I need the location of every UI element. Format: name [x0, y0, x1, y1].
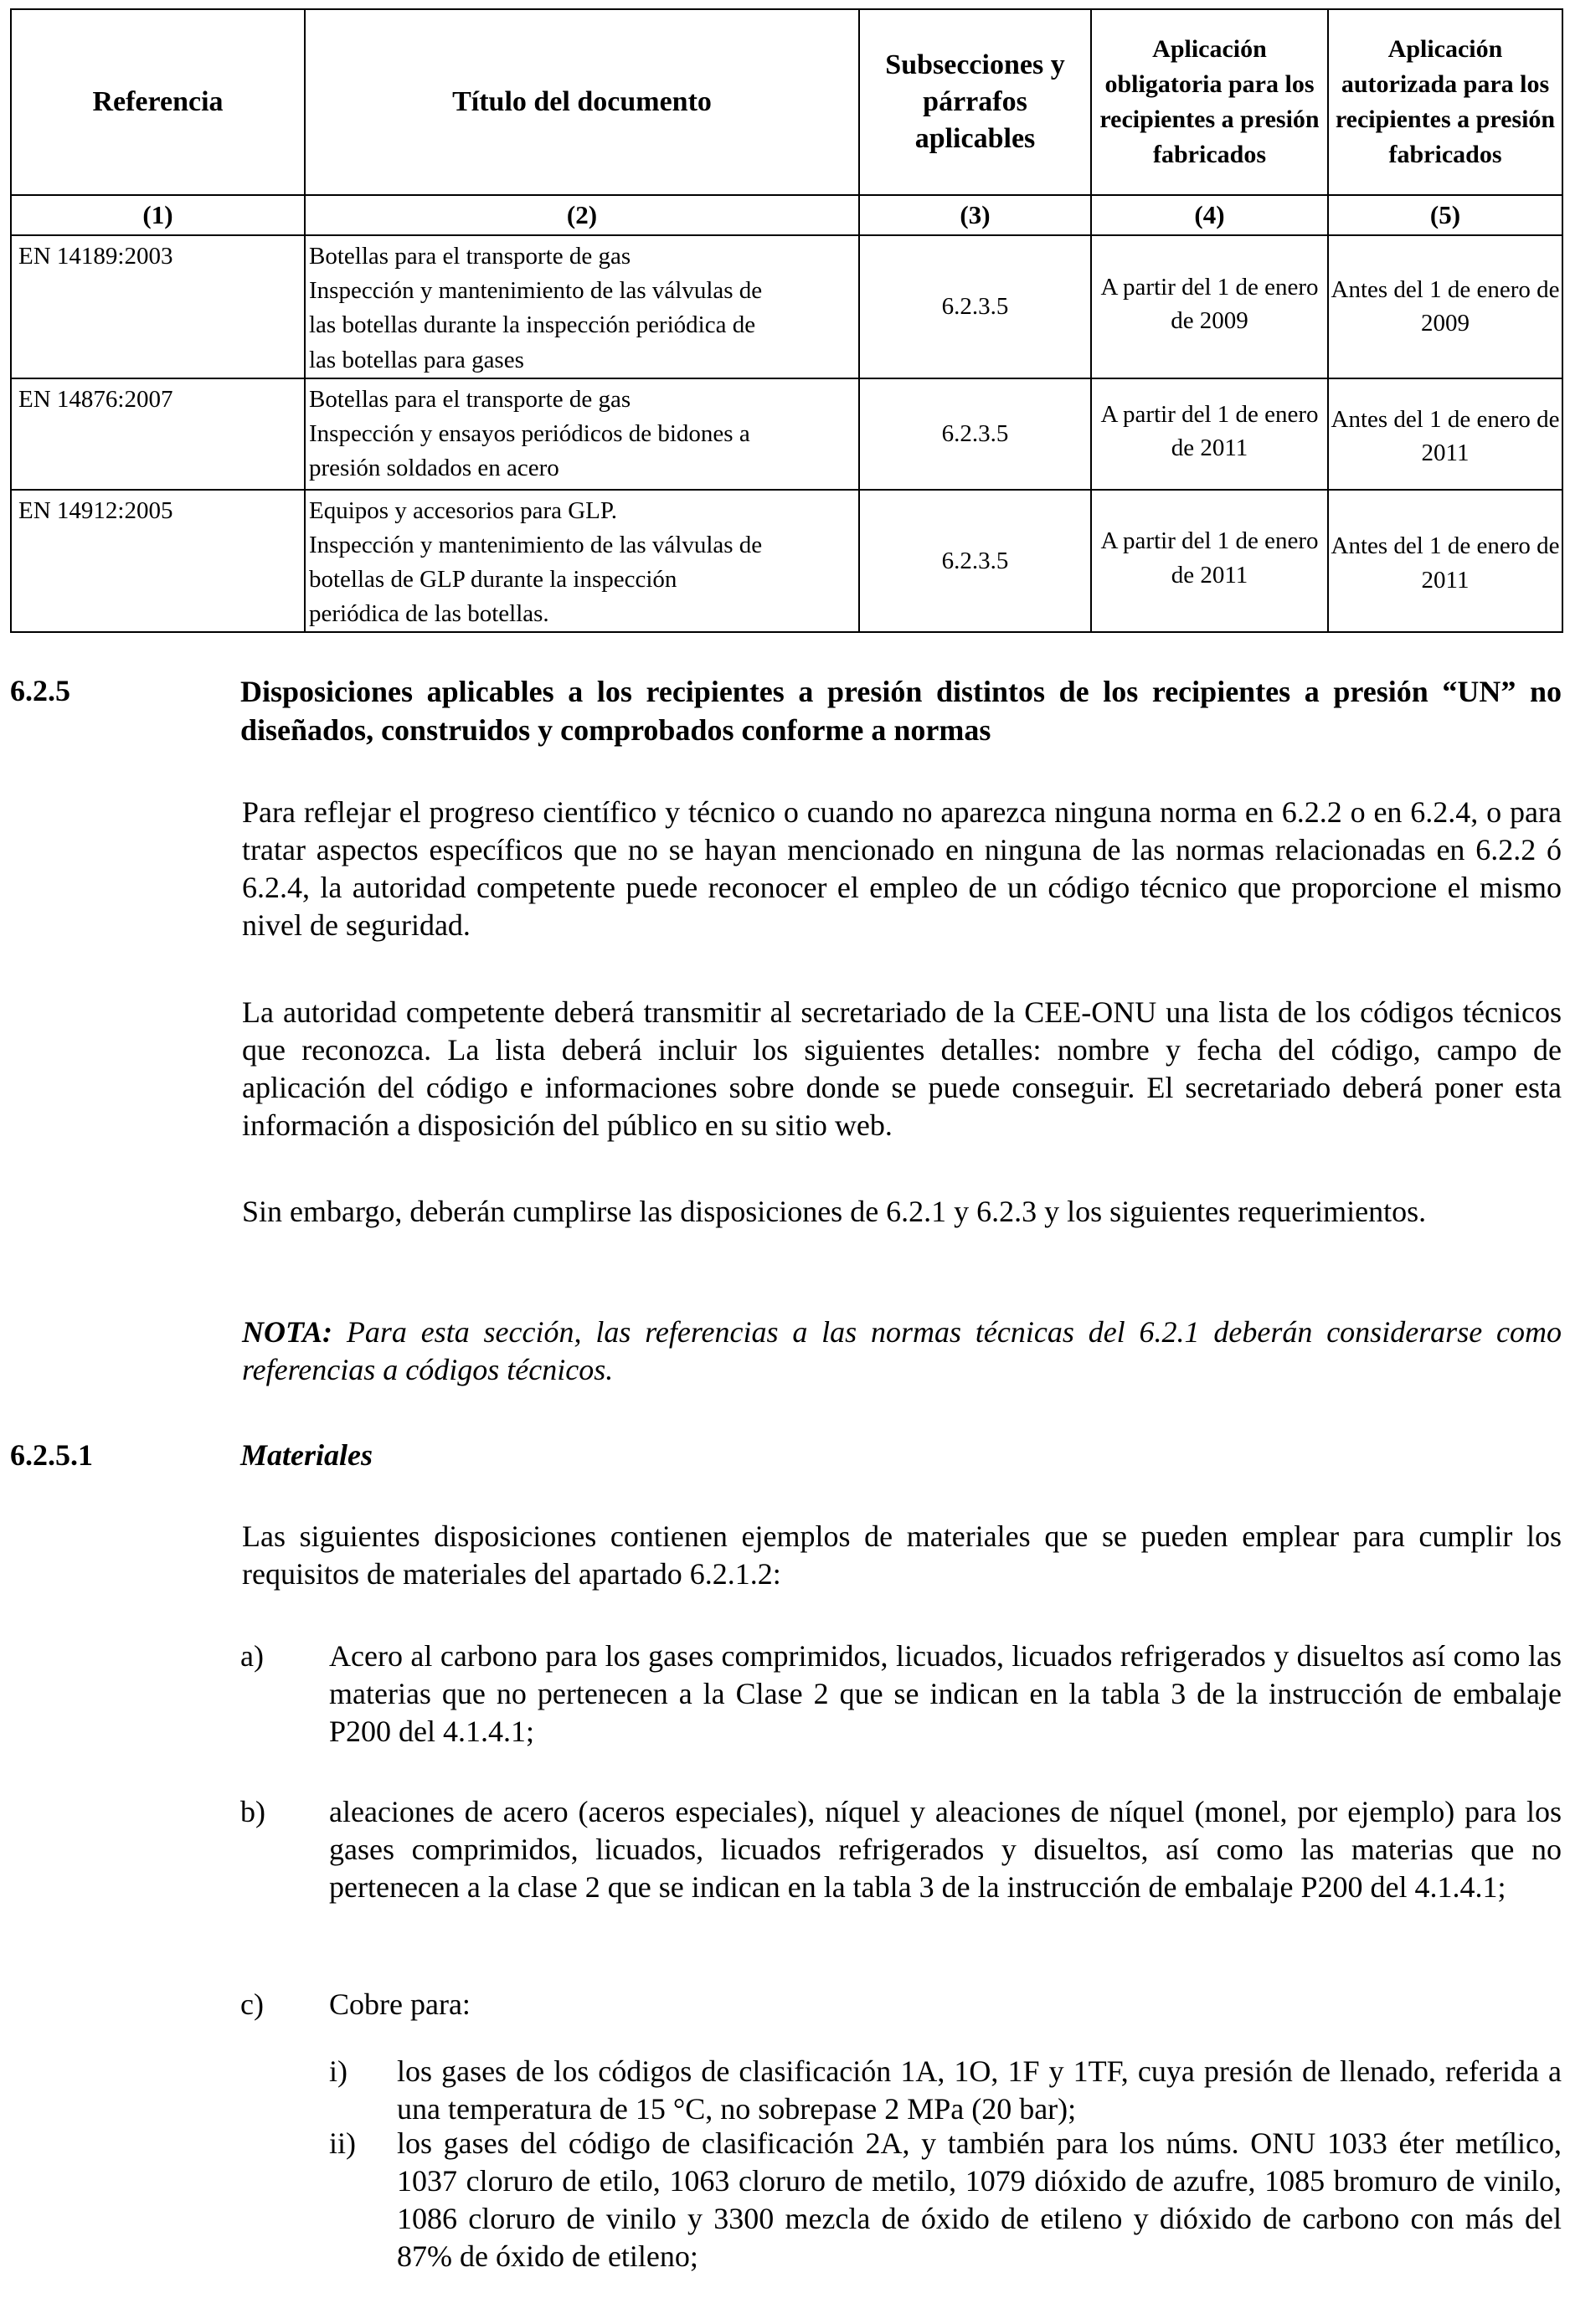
- cell-title: [305, 490, 859, 633]
- title-line: Botellas para el transporte de gas: [309, 243, 631, 270]
- title-line: Inspección y ensayos periódicos de bidones a: [309, 419, 750, 447]
- header-authorized: Aplicación autorizada para los recipientes a presión fabricados: [1328, 9, 1562, 195]
- subsection-title: Materiales: [240, 1438, 373, 1472]
- title-line: las botellas para gases: [309, 346, 524, 373]
- section-number: 6.2.5: [10, 674, 70, 707]
- header-mandatory: Aplicación obligatoria para los recipientes a presión fabricados: [1091, 9, 1328, 195]
- list-item-text: Cobre para:: [329, 1987, 471, 2021]
- title-line: periódica de las botellas.: [309, 600, 549, 628]
- cell-subsections: 6.2.3.5: [859, 490, 1091, 633]
- cell-mandatory: A partir del 1 de enero de 2011: [1091, 378, 1328, 490]
- title-line: Equipos y accesorios para GLP.: [309, 496, 618, 524]
- header-title: Título del documento: [305, 9, 859, 195]
- column-number: (1): [11, 195, 305, 235]
- subsection-number: 6.2.5.1: [10, 1438, 93, 1472]
- sub-list-item-letter: i): [329, 2054, 347, 2088]
- subsection-intro: Las siguientes disposiciones contienen ejemplos de materiales que se pueden emplear para cumplir los requisitos de materiales del apartado 6.2.1.2:: [242, 1519, 1562, 1591]
- list-item-text: Acero al carbono para los gases comprimidos, licuados, licuados refrigerados y disueltos así como las materias que no pertenecen a la Clase 2 que se indican en la tabla 3 de la instrucción de embalaje P200 del 4.1.4.1;: [329, 1639, 1562, 1748]
- section-title: Disposiciones aplicables a los recipientes a presión distintos de los recipientes a presión “UN” no diseñados, construidos y comprobados conforme a normas: [240, 675, 1562, 747]
- sub-list-item-text: los gases de los códigos de clasificación 1A, 1O, 1F y 1TF, cuya presión de llenado, referida a una temperatura de 15 °C, no sobrepase 2 MPa (20 bar);: [397, 2054, 1562, 2126]
- cell-title: [305, 235, 859, 378]
- note-label: NOTA:: [242, 1315, 332, 1349]
- cell-reference: EN 14189:2003: [11, 235, 305, 378]
- title-line: Inspección y mantenimiento de las válvulas de: [309, 531, 763, 558]
- cell-mandatory: A partir del 1 de enero de 2009: [1091, 235, 1328, 378]
- column-number: (2): [305, 195, 859, 235]
- cell-reference: EN 14912:2005: [11, 490, 305, 633]
- section-paragraph: Para reflejar el progreso científico y técnico o cuando no aparezca ninguna norma en 6.2.2 o en 6.2.4, o para tratar aspectos específicos que no se hayan mencionado en ninguna de las normas relacionadas en 6.2.2 ó 6.2.4, la autoridad competente puede reconocer el empleo de un código técnico que proporcione el mismo nivel de seguridad.: [242, 795, 1562, 942]
- title-line: Inspección y mantenimiento de las válvulas de: [309, 277, 763, 305]
- standards-table: [10, 8, 1563, 633]
- header-reference: Referencia: [11, 9, 305, 195]
- list-item-letter: c): [240, 1987, 264, 2021]
- cell-authorized: Antes del 1 de enero de 2011: [1328, 378, 1562, 490]
- cell-authorized: Antes del 1 de enero de 2011: [1328, 490, 1562, 633]
- header-subsections: Subsecciones y párrafos aplicables: [859, 9, 1091, 195]
- section-paragraph: Sin embargo, deberán cumplirse las disposiciones de 6.2.1 y 6.2.3 y los siguientes requerimientos.: [242, 1195, 1427, 1228]
- cell-mandatory: A partir del 1 de enero de 2011: [1091, 490, 1328, 633]
- cell-authorized: Antes del 1 de enero de 2009: [1328, 235, 1562, 378]
- cell-subsections: 6.2.3.5: [859, 235, 1091, 378]
- title-line: las botellas durante la inspección periódica de: [309, 311, 756, 339]
- list-item-text: aleaciones de acero (aceros especiales), níquel y aleaciones de níquel (monel, por ejemplo) para los gases comprimidos, licuados, licuados refrigerados y disueltos, así como las materias que no pertenecen a la clase 2 que se indican en la tabla 3 de la instrucción de embalaje P200 del 4.1.4.1;: [329, 1795, 1562, 1904]
- section-note: [242, 1314, 1562, 1389]
- cell-title: [305, 378, 859, 490]
- column-number: (5): [1328, 195, 1562, 235]
- title-line: botellas de GLP durante la inspección: [309, 566, 677, 594]
- column-number-row: [11, 195, 1562, 235]
- note-text: Para esta sección, las referencias a las normas técnicas del 6.2.1 deberán considerarse como referencias a códigos técnicos.: [242, 1315, 1562, 1386]
- list-item-letter: a): [240, 1639, 264, 1673]
- cell-reference: EN 14876:2007: [11, 378, 305, 490]
- column-number: (4): [1091, 195, 1328, 235]
- section-paragraph: La autoridad competente deberá transmitir al secretariado de la CEE-ONU una lista de los códigos técnicos que reconozca. La lista deberá incluir los siguientes detalles: nombre y fecha del código, campo de aplicación del código e informaciones sobre donde se puede conseguir. El secretariado deberá poner esta información a disposición del público en su sitio web.: [242, 995, 1562, 1142]
- title-line: Botellas para el transporte de gas: [309, 385, 631, 413]
- table-row: [11, 235, 1562, 378]
- table-row: [11, 378, 1562, 490]
- column-number: (3): [859, 195, 1091, 235]
- sub-list-item-letter: ii): [329, 2126, 356, 2160]
- title-line: presión soldados en acero: [309, 455, 559, 482]
- table-header-row: [11, 9, 1562, 195]
- sub-list-item-text: los gases del código de clasificación 2A, y también para los núms. ONU 1033 éter metílico, 1037 cloruro de etilo, 1063 cloruro de metilo, 1079 dióxido de azufre, 1085 bromuro de vinilo, 1086 cloruro de vinilo y 3300 mezcla de óxido de etileno y dióxido de carbono con más del 87% de óxido de etileno;: [397, 2126, 1562, 2273]
- list-item-letter: b): [240, 1795, 265, 1828]
- table-row: [11, 490, 1562, 633]
- cell-subsections: 6.2.3.5: [859, 378, 1091, 490]
